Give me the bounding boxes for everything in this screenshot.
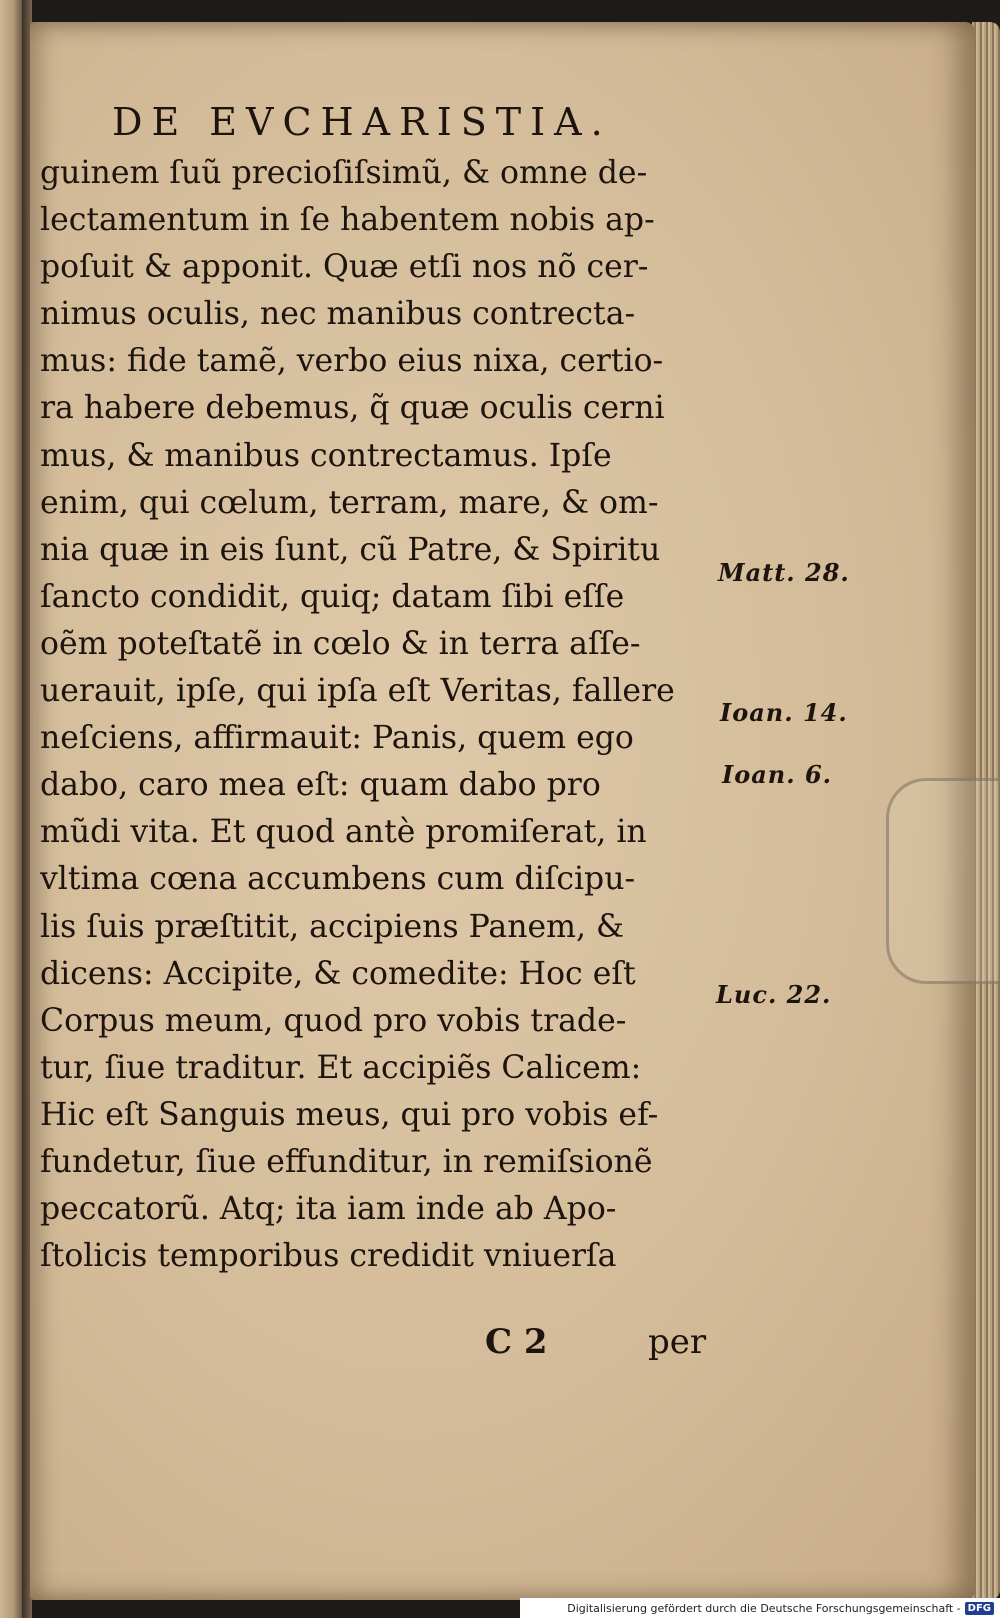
text-line: neſciens, affirmauit: Panis, quem ego: [40, 720, 634, 757]
text-line: ra habere debemus, q̃ quæ oculis cerni: [40, 390, 665, 427]
text-line: guinem ſuũ precioſiſsimũ, & omne de-: [40, 155, 648, 191]
text-line: lis ſuis præſtitit, accipiens Panem, &: [40, 908, 625, 945]
text-line: Corpus meum, quod pro vobis trade-: [40, 1002, 627, 1039]
text-line: nia quæ in eis ſunt, cũ Patre, & Spiritu: [40, 531, 661, 568]
text-line: lectamentum in ſe habentem nobis ap-: [40, 202, 655, 239]
previous-page-edge: [0, 0, 22, 1618]
credit-bar: [520, 1598, 1000, 1618]
credit-text: Digitalisierung gefördert durch die Deutsche Forschungsgemeinschaft -: [567, 1601, 961, 1615]
text-line: nimus oculis, nec manibus contrecta-: [40, 296, 636, 333]
text-line: ſancto condidit, quiq; datam ſibi eſſe: [40, 578, 625, 615]
catchword: per: [648, 1322, 707, 1362]
text-line: mus: fide tamẽ, verbo eius nixa, certio-: [40, 343, 664, 380]
text-line: Hic eſt Sanguis meus, qui pro vobis ef-: [40, 1096, 659, 1133]
text-line: mũdi vita. Et quod antè promiſerat, in: [40, 814, 647, 851]
text-line: dicens: Accipite, & comedite: Hoc eſt: [40, 955, 636, 992]
text-line: peccatorũ. Atq; ita iam inde ab Apo-: [40, 1191, 617, 1228]
text-line: dabo, caro mea eſt: quam dabo pro: [40, 767, 601, 804]
text-line: poſuit & apponit. Quæ etſi nos nõ cer-: [40, 249, 649, 286]
text-line: ſtolicis temporibus credidit vniuerſa: [40, 1238, 617, 1275]
body-text: [40, 150, 700, 1280]
running-header: DE EVCHARISTIA.: [112, 100, 612, 144]
signature-mark: C 2: [485, 1322, 548, 1362]
text-line: uerauit, ipſe, qui ipſa eſt Veritas, fallere: [40, 673, 675, 710]
marginal-note-luc: Luc. 22.: [716, 980, 832, 1009]
dfg-logo: DFG: [965, 1602, 994, 1615]
text-line: oẽm poteſtatẽ in cœlo & in terra aſſe-: [40, 625, 641, 662]
page-clip: [886, 778, 999, 984]
text-line: enim, qui cœlum, terram, mare, & om-: [40, 484, 659, 521]
marginal-note-ioan-14: Ioan. 14.: [720, 698, 848, 727]
marginal-note-ioan-6: Ioan. 6.: [722, 760, 832, 789]
text-line: tur, ſiue traditur. Et accipiẽs Calicem:: [40, 1049, 642, 1086]
text-line: vltima cœna accumbens cum diſcipu-: [40, 861, 636, 898]
text-line: fundetur, ſiue effunditur, in remiſsionẽ: [40, 1143, 653, 1180]
marginal-note-matt: Matt. 28.: [718, 558, 850, 587]
text-line: mus, & manibus contrectamus. Ipſe: [40, 437, 612, 474]
